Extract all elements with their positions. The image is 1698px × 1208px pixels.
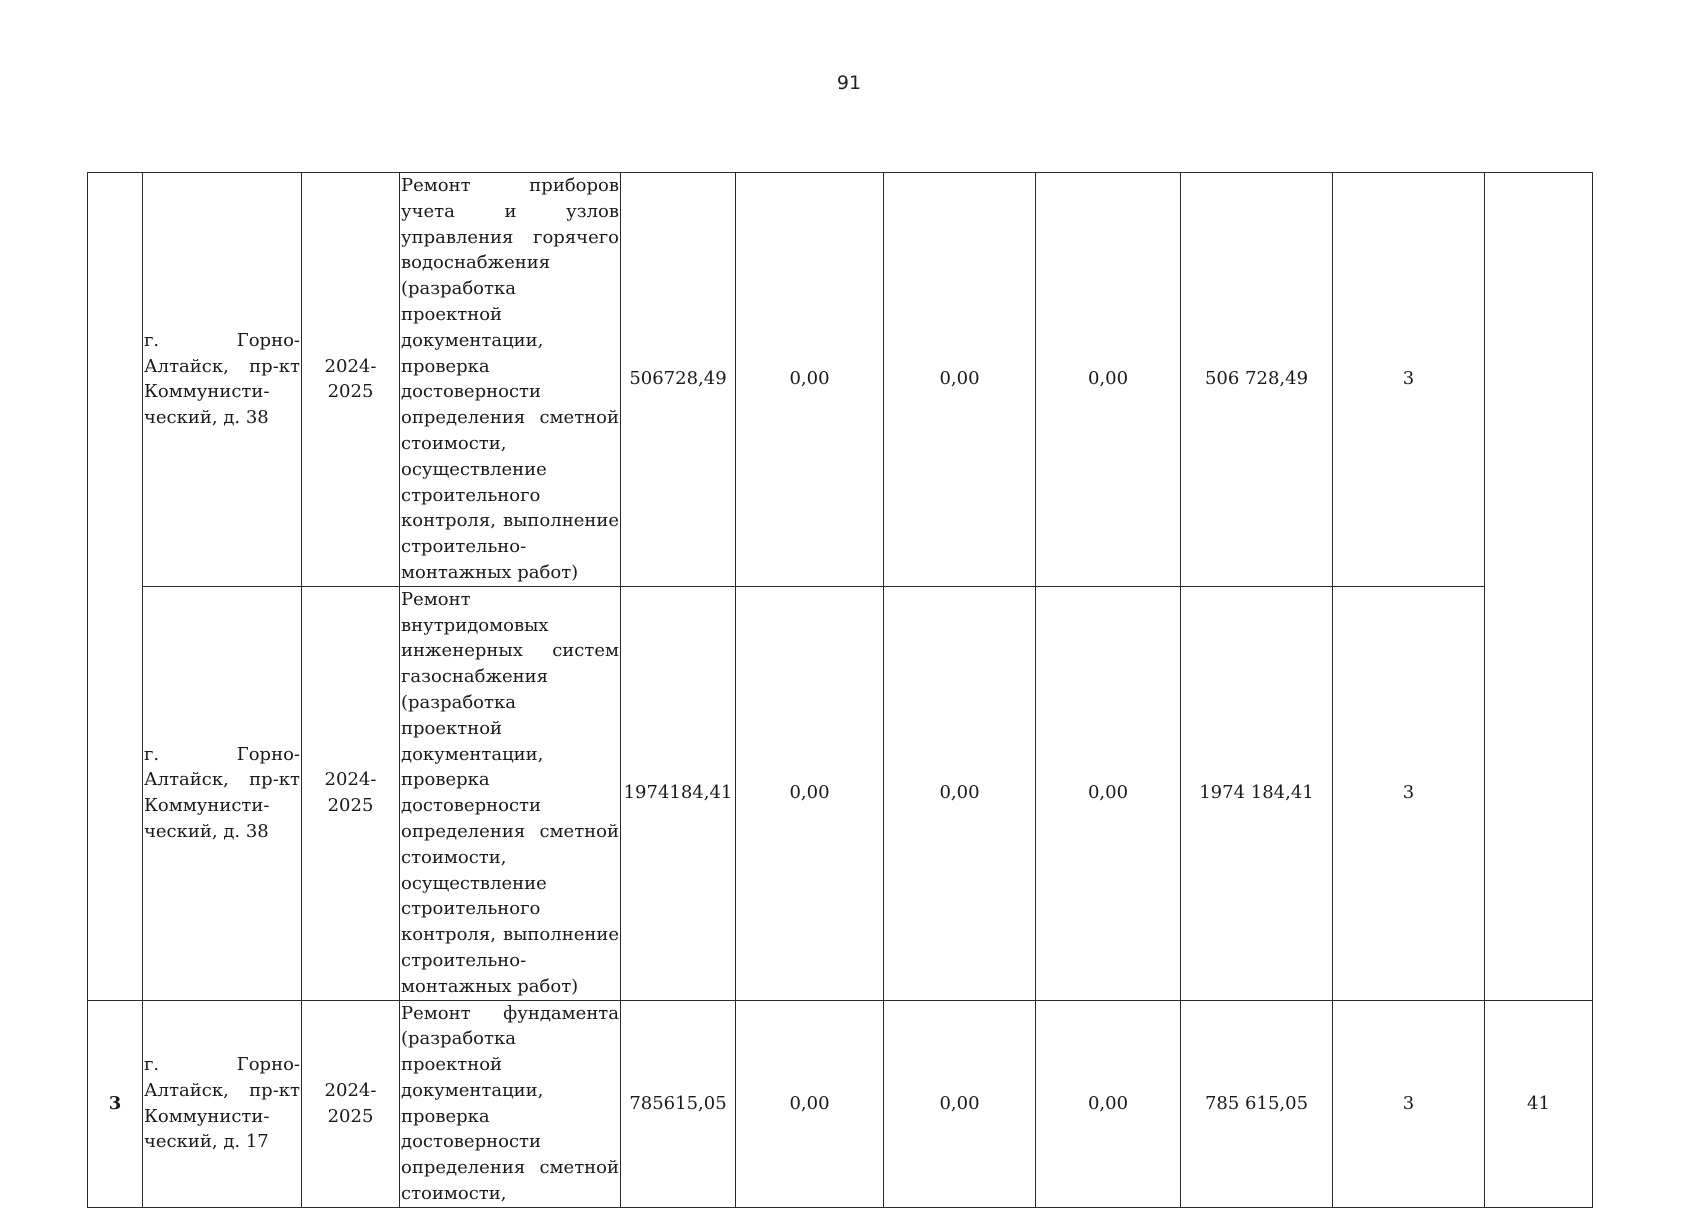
address-line: ческий, д. 17: [144, 1131, 269, 1153]
table-row: [88, 586, 1593, 1000]
address-line: Алтайск, пр-кт: [144, 355, 300, 377]
period-cell: 2024- 2025: [302, 173, 400, 587]
total-cost-cell: 1974184,41: [621, 586, 736, 1000]
row-number-cell: [88, 173, 143, 1001]
fund-a-cell: 0,00: [736, 1000, 884, 1207]
address-cell: [143, 586, 302, 1000]
fund-b-cell: 0,00: [884, 173, 1036, 587]
period-cell: 2024- 2025: [302, 1000, 400, 1207]
address-line: Алтайск, пр-кт: [144, 769, 300, 791]
period-cell: 2024- 2025: [302, 586, 400, 1000]
fund-c-cell: 0,00: [1036, 586, 1181, 1000]
fund-a-cell: 0,00: [736, 173, 884, 587]
owner-funds-cell: 1974 184,41: [1181, 586, 1333, 1000]
work-description-cell: Ремонт внутридомовых инженерных систем газоснабжения (разработка проектной документации, проверка достоверности определения сметной стоимости, осуществление строительного контроля, выполнение строительно- монтажных работ): [400, 586, 621, 1000]
extra-cell: [1485, 173, 1593, 1001]
table-row: [88, 173, 1593, 587]
work-description-cell: Ремонт приборов учета и узлов управления горячего водоснабжения (разработка проектной документации, проверка достоверности определения сметной стоимости, осуществление строительного контроля, выполнение строительно- монтажных работ): [400, 173, 621, 587]
code-cell: 3: [1333, 173, 1485, 587]
address-line: Коммунисти-: [144, 795, 270, 817]
address-cell: [143, 1000, 302, 1207]
address-line: ческий, д. 38: [144, 407, 269, 429]
total-cost-cell: 506728,49: [621, 173, 736, 587]
address-line: Коммунисти-: [144, 1105, 270, 1127]
fund-c-cell: 0,00: [1036, 1000, 1181, 1207]
fund-b-cell: 0,00: [884, 1000, 1036, 1207]
address-line: Алтайск, пр-кт: [144, 1079, 300, 1101]
extra-cell: 41: [1485, 1000, 1593, 1207]
row-number-cell: 3: [88, 1000, 143, 1207]
capital-repair-table: [87, 172, 1593, 1208]
address-line: г. Горно-: [144, 329, 300, 351]
page-number: 91: [836, 72, 862, 94]
code-cell: 3: [1333, 586, 1485, 1000]
address-line: Коммунисти-: [144, 381, 270, 403]
work-description-cell: Ремонт фундамента (разработка проектной документации, проверка достоверности определения сметной стоимости,: [400, 1000, 621, 1207]
owner-funds-cell: 506 728,49: [1181, 173, 1333, 587]
table-row: [88, 1000, 1593, 1207]
address-cell: [143, 173, 302, 587]
fund-c-cell: 0,00: [1036, 173, 1181, 587]
owner-funds-cell: 785 615,05: [1181, 1000, 1333, 1207]
fund-b-cell: 0,00: [884, 586, 1036, 1000]
address-line: ческий, д. 38: [144, 820, 269, 842]
address-line: г. Горно-: [144, 1054, 300, 1076]
address-line: г. Горно-: [144, 743, 300, 765]
fund-a-cell: 0,00: [736, 586, 884, 1000]
code-cell: 3: [1333, 1000, 1485, 1207]
total-cost-cell: 785615,05: [621, 1000, 736, 1207]
